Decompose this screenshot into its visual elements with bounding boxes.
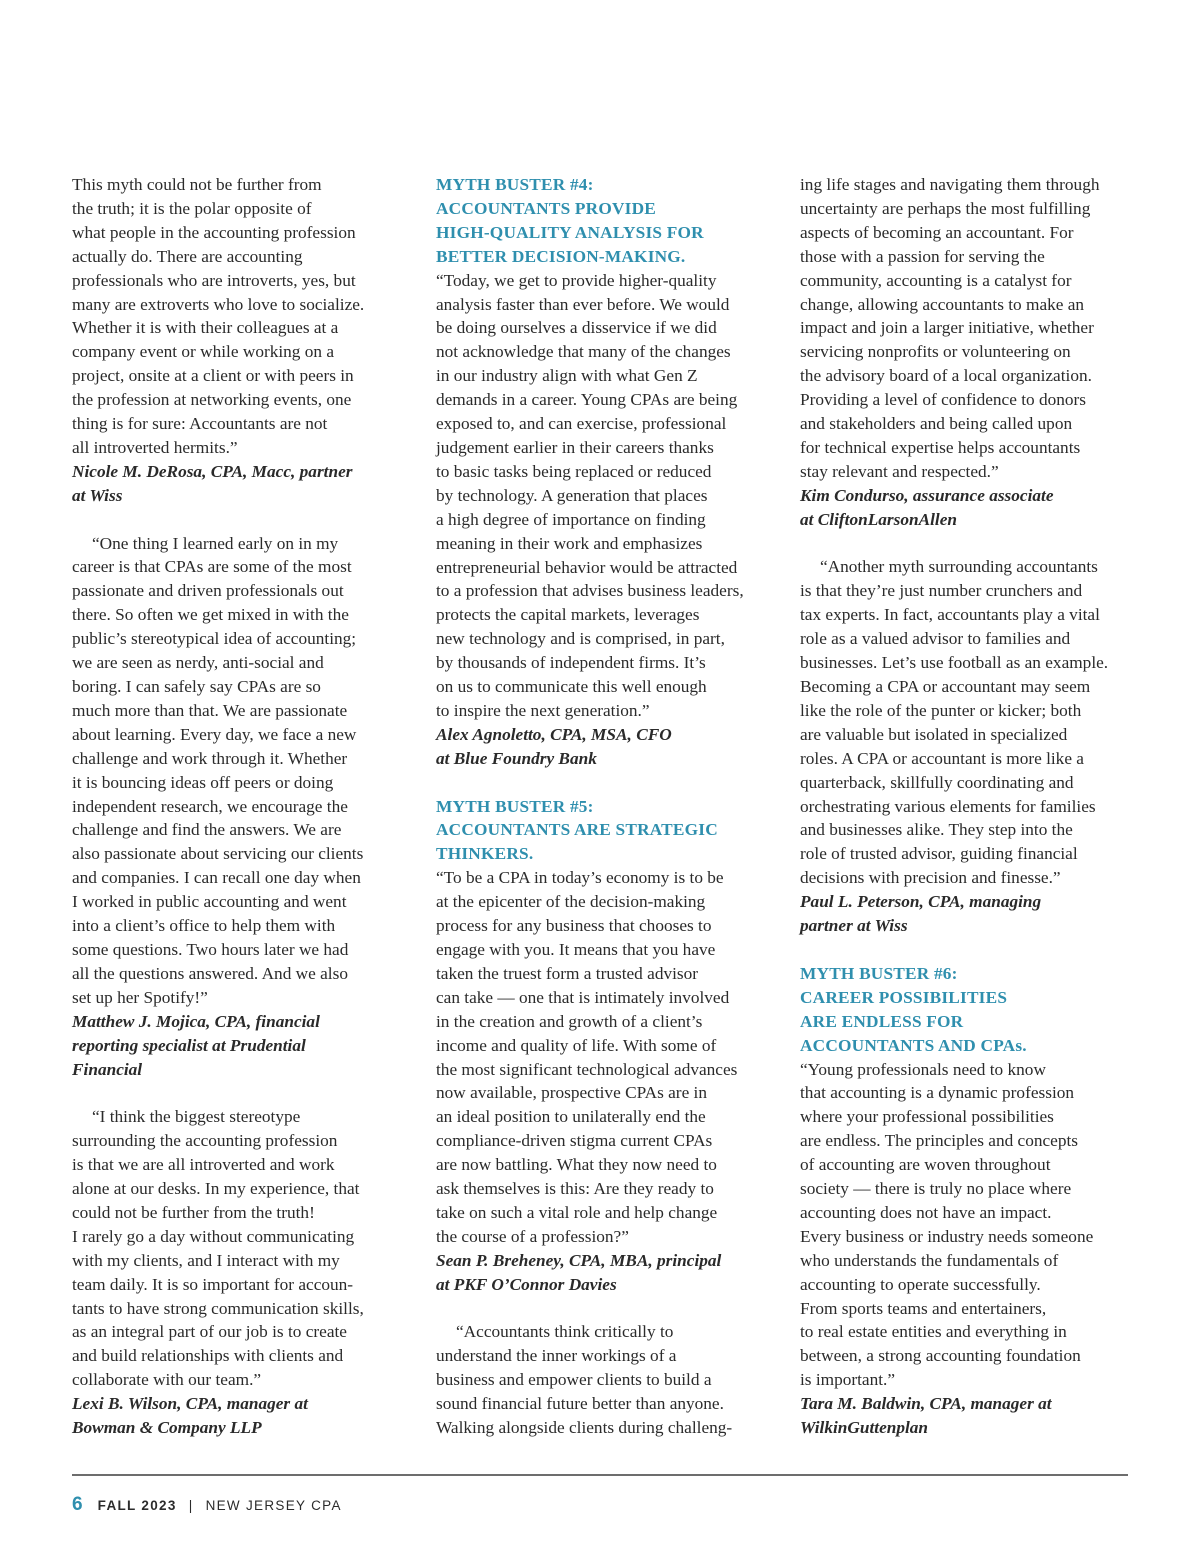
- paragraph: [436, 866, 771, 1249]
- text-line: MYTH BUSTER #5:: [436, 796, 594, 816]
- text-line: businesses. Let’s use football as an example.: [800, 653, 1109, 673]
- attribution: [800, 890, 1135, 938]
- text-line: business and empower clients to build a: [436, 1370, 712, 1390]
- text-line: take on such a vital role and help change: [436, 1202, 718, 1222]
- text-line: stay relevant and respected.”: [800, 461, 999, 481]
- text-line: at the epicenter of the decision-making: [436, 892, 706, 912]
- text-line: at Wiss: [72, 485, 123, 505]
- text-line: to a profession that advises business leaders,: [436, 581, 744, 601]
- attribution: [800, 484, 1135, 532]
- column-1: [72, 173, 407, 1440]
- text-line: be doing ourselves a disservice if we did: [436, 318, 717, 338]
- text-line: role as a valued advisor to families and: [800, 629, 1071, 649]
- text-line: that accounting is a dynamic profession: [800, 1083, 1075, 1103]
- publication-name: NEW JERSEY CPA: [205, 1498, 342, 1513]
- text-line: exposed to, and can exercise, professional: [436, 414, 727, 434]
- text-line: company event or while working on a: [72, 342, 335, 362]
- text-line: it is bouncing ideas off peers or doing: [72, 772, 334, 792]
- text-line: not acknowledge that many of the changes: [436, 342, 731, 362]
- text-line: and build relationships with clients and: [72, 1346, 344, 1366]
- text-line: analysis faster than ever before. We would: [436, 294, 730, 314]
- footer-rule: [72, 1474, 1128, 1476]
- text-line: community, accounting is a catalyst for: [800, 270, 1072, 290]
- text-line: and stakeholders and being called upon: [800, 414, 1073, 434]
- text-line: can take — one that is intimately involved: [436, 987, 730, 1007]
- text-line: “I think the biggest stereotype: [92, 1107, 301, 1127]
- text-line: where your professional possibilities: [800, 1107, 1054, 1127]
- paragraph: [72, 1105, 407, 1392]
- attribution: [72, 1392, 407, 1440]
- text-line: HIGH-QUALITY ANALYSIS FOR: [436, 222, 704, 242]
- text-line: as an integral part of our job is to create: [72, 1322, 347, 1342]
- text-line: aspects of becoming an accountant. For: [800, 222, 1074, 242]
- text-line: Bowman & Company LLP: [72, 1418, 262, 1438]
- text-line: process for any business that chooses to: [436, 916, 712, 936]
- text-line: independent research, we encourage the: [72, 796, 348, 816]
- text-line: who understands the fundamentals of: [800, 1250, 1059, 1270]
- text-line: to real estate entities and everything in: [800, 1322, 1067, 1342]
- text-line: Kim Condurso, assurance associate: [800, 485, 1054, 505]
- text-line: Nicole M. DeRosa, CPA, Macc, partner: [72, 461, 353, 481]
- text-line: ACCOUNTANTS PROVIDE: [436, 198, 656, 218]
- text-line: uncertainty are perhaps the most fulfilling: [800, 198, 1091, 218]
- attribution: [436, 1249, 771, 1297]
- text-line: “Young professionals need to know: [800, 1059, 1046, 1079]
- text-line: professionals who are introverts, yes, but: [72, 270, 356, 290]
- text-line: challenge and find the answers. We are: [72, 820, 342, 840]
- text-line: in the creation and growth of a client’s: [436, 1011, 703, 1031]
- paragraph: [436, 269, 771, 723]
- text-line: income and quality of life. With some of: [436, 1035, 717, 1055]
- text-line: by technology. A generation that places: [436, 485, 708, 505]
- text-line: Paul L. Peterson, CPA, managing: [800, 892, 1042, 912]
- text-line: collaborate with our team.”: [72, 1370, 262, 1390]
- text-line: we are seen as nerdy, anti-social and: [72, 653, 324, 673]
- text-line: to basic tasks being replaced or reduced: [436, 461, 712, 481]
- spacer: [800, 938, 1135, 962]
- text-line: Tara M. Baldwin, CPA, manager at: [800, 1394, 1052, 1414]
- page-footer: [72, 1493, 342, 1518]
- text-line: impact and join a larger initiative, whether: [800, 318, 1094, 338]
- text-line: are valuable but isolated in specialized: [800, 724, 1068, 744]
- text-line: alone at our desks. In my experience, that: [72, 1179, 360, 1199]
- text-line: Walking alongside clients during challeng-: [436, 1418, 733, 1438]
- paragraph: [800, 555, 1135, 890]
- text-line: the course of a profession?”: [436, 1226, 629, 1246]
- text-line: accounting to operate successfully.: [800, 1274, 1041, 1294]
- spacer: [72, 1081, 407, 1105]
- text-line: is important.”: [800, 1370, 896, 1390]
- spacer: [800, 532, 1135, 556]
- text-line: decisions with precision and finesse.”: [800, 868, 1061, 888]
- attribution: [72, 460, 407, 508]
- text-line: judgement earlier in their careers thanks: [436, 437, 714, 457]
- text-line: now available, prospective CPAs are in: [436, 1083, 707, 1103]
- text-line: accounting does not have an impact.: [800, 1202, 1052, 1222]
- text-line: the most significant technological advances: [436, 1059, 738, 1079]
- text-line: taken the truest form a trusted advisor: [436, 963, 699, 983]
- section-heading: [436, 173, 771, 269]
- text-line: like the role of the punter or kicker; both: [800, 700, 1082, 720]
- text-line: are endless. The principles and concepts: [800, 1131, 1079, 1151]
- text-line: all the questions answered. And we also: [72, 963, 348, 983]
- text-line: new technology and is comprised, in part,: [436, 629, 725, 649]
- text-line: Sean P. Breheney, CPA, MBA, principal: [436, 1250, 722, 1270]
- paragraph: [800, 173, 1135, 484]
- text-line: WilkinGuttenplan: [800, 1418, 929, 1438]
- attribution: [436, 723, 771, 771]
- section-heading: [436, 795, 771, 867]
- text-line: public’s stereotypical idea of accounting;: [72, 629, 357, 649]
- text-line: Providing a level of confidence to donors: [800, 390, 1087, 410]
- text-line: tants to have strong communication skills,: [72, 1298, 364, 1318]
- text-line: “One thing I learned early on in my: [92, 533, 339, 553]
- text-line: in our industry align with what Gen Z: [436, 366, 698, 386]
- text-line: at Blue Foundry Bank: [436, 748, 597, 768]
- issue-label: FALL 2023: [97, 1498, 177, 1513]
- text-line: From sports teams and entertainers,: [800, 1298, 1047, 1318]
- text-line: by thousands of independent firms. It’s: [436, 653, 706, 673]
- spacer: [436, 771, 771, 795]
- text-line: there. So often we get mixed in with the: [72, 605, 349, 625]
- attribution: [800, 1392, 1135, 1440]
- text-line: set up her Spotify!”: [72, 987, 208, 1007]
- text-line: career is that CPAs are some of the most: [72, 557, 352, 577]
- text-line: CAREER POSSIBILITIES: [800, 987, 1008, 1007]
- text-line: a high degree of importance on finding: [436, 509, 706, 529]
- spacer: [436, 1297, 771, 1321]
- text-line: sound financial future better than anyone.: [436, 1394, 724, 1414]
- text-line: Whether it is with their colleagues at a: [72, 318, 339, 338]
- text-line: the profession at networking events, one: [72, 390, 352, 410]
- text-line: of accounting are woven throughout: [800, 1155, 1051, 1175]
- text-line: are now battling. What they now need to: [436, 1155, 717, 1175]
- text-line: to inspire the next generation.”: [436, 700, 650, 720]
- text-line: ask themselves is this: Are they ready to: [436, 1179, 714, 1199]
- text-line: engage with you. It means that you have: [436, 939, 716, 959]
- attribution: [72, 1010, 407, 1082]
- text-line: Alex Agnoletto, CPA, MSA, CFO: [436, 724, 672, 744]
- text-line: those with a passion for serving the: [800, 246, 1045, 266]
- paragraph: [800, 1058, 1135, 1393]
- text-line: and companies. I can recall one day when: [72, 868, 361, 888]
- text-line: some questions. Two hours later we had: [72, 939, 349, 959]
- text-line: team daily. It is so important for accoun-: [72, 1274, 354, 1294]
- text-line: Becoming a CPA or accountant may seem: [800, 677, 1091, 697]
- text-line: THINKERS.: [436, 844, 534, 864]
- text-line: “Today, we get to provide higher-quality: [436, 270, 717, 290]
- text-line: is that they’re just number crunchers and: [800, 581, 1083, 601]
- text-line: actually do. There are accounting: [72, 246, 303, 266]
- text-line: MYTH BUSTER #4:: [436, 175, 594, 194]
- text-line: on us to communicate this well enough: [436, 677, 707, 697]
- text-line: at PKF O’Connor Davies: [436, 1274, 617, 1294]
- text-line: I worked in public accounting and went: [72, 892, 347, 912]
- text-line: the truth; it is the polar opposite of: [72, 198, 312, 218]
- paragraph: [72, 532, 407, 1010]
- text-line: passionate and driven professionals out: [72, 581, 344, 601]
- text-line: is that we are all introverted and work: [72, 1155, 335, 1175]
- text-line: quarterback, skillfully coordinating and: [800, 772, 1074, 792]
- text-line: ACCOUNTANTS AND CPAs.: [800, 1035, 1027, 1055]
- text-line: Every business or industry needs someone: [800, 1226, 1094, 1246]
- spacer: [72, 508, 407, 532]
- text-line: about learning. Every day, we face a new: [72, 724, 357, 744]
- text-line: meaning in their work and emphasizes: [436, 533, 703, 553]
- text-line: surrounding the accounting profession: [72, 1131, 338, 1151]
- text-line: compliance-driven stigma current CPAs: [436, 1131, 713, 1151]
- text-line: Financial: [72, 1059, 143, 1079]
- text-line: at CliftonLarsonAllen: [800, 509, 958, 529]
- column-2: [436, 173, 771, 1440]
- text-line: also passionate about servicing our clients: [72, 844, 364, 864]
- footer-separator: |: [188, 1498, 194, 1513]
- text-line: “Accountants think critically to: [456, 1322, 674, 1342]
- text-line: Matthew J. Mojica, CPA, financial: [72, 1011, 320, 1031]
- text-line: Lexi B. Wilson, CPA, manager at: [72, 1394, 308, 1414]
- text-line: all introverted hermits.”: [72, 437, 238, 457]
- text-line: for technical expertise helps accountants: [800, 437, 1081, 457]
- text-line: partner at Wiss: [800, 916, 908, 936]
- text-line: role of trusted advisor, guiding financial: [800, 844, 1078, 864]
- text-line: what people in the accounting profession: [72, 222, 356, 242]
- text-line: boring. I can safely say CPAs are so: [72, 677, 321, 697]
- text-line: ACCOUNTANTS ARE STRATEGIC: [436, 820, 718, 840]
- text-line: protects the capital markets, leverages: [436, 605, 700, 625]
- text-line: roles. A CPA or accountant is more like a: [800, 748, 1084, 768]
- text-line: servicing nonprofits or volunteering on: [800, 342, 1071, 362]
- text-line: between, a strong accounting foundation: [800, 1346, 1081, 1366]
- text-line: into a client’s office to help them with: [72, 916, 336, 936]
- text-line: change, allowing accountants to make an: [800, 294, 1085, 314]
- text-line: I rarely go a day without communicating: [72, 1226, 355, 1246]
- text-line: “To be a CPA in today’s economy is to be: [436, 868, 724, 888]
- text-line: and businesses alike. They step into the: [800, 820, 1073, 840]
- column-3: [800, 173, 1135, 1440]
- text-line: an ideal position to unilaterally end the: [436, 1107, 706, 1127]
- paragraph: [72, 173, 407, 460]
- text-line: society — there is truly no place where: [800, 1179, 1072, 1199]
- text-line: the advisory board of a local organization.: [800, 366, 1092, 386]
- text-line: ing life stages and navigating them through: [800, 175, 1100, 194]
- paragraph: [436, 1320, 771, 1440]
- text-line: reporting specialist at Prudential: [72, 1035, 306, 1055]
- text-line: orchestrating various elements for families: [800, 796, 1096, 816]
- text-line: MYTH BUSTER #6:: [800, 963, 958, 983]
- text-line: This myth could not be further from: [72, 175, 322, 194]
- section-heading: [800, 962, 1135, 1058]
- text-line: ARE ENDLESS FOR: [800, 1011, 964, 1031]
- text-line: BETTER DECISION-MAKING.: [436, 246, 686, 266]
- text-line: many are extroverts who love to socialize.: [72, 294, 365, 314]
- text-line: could not be further from the truth!: [72, 1202, 315, 1222]
- text-line: challenge and work through it. Whether: [72, 748, 348, 768]
- text-line: with my clients, and I interact with my: [72, 1250, 340, 1270]
- text-line: much more than that. We are passionate: [72, 700, 348, 720]
- text-line: entrepreneurial behavior would be attracted: [436, 557, 738, 577]
- text-line: project, onsite at a client or with peers in: [72, 366, 354, 386]
- text-line: demands in a career. Young CPAs are being: [436, 390, 738, 410]
- text-line: thing is for sure: Accountants are not: [72, 414, 328, 434]
- text-line: “Another myth surrounding accountants: [820, 557, 1098, 577]
- text-line: tax experts. In fact, accountants play a vital: [800, 605, 1100, 625]
- text-line: understand the inner workings of a: [436, 1346, 677, 1366]
- page-number: 6: [72, 1494, 83, 1515]
